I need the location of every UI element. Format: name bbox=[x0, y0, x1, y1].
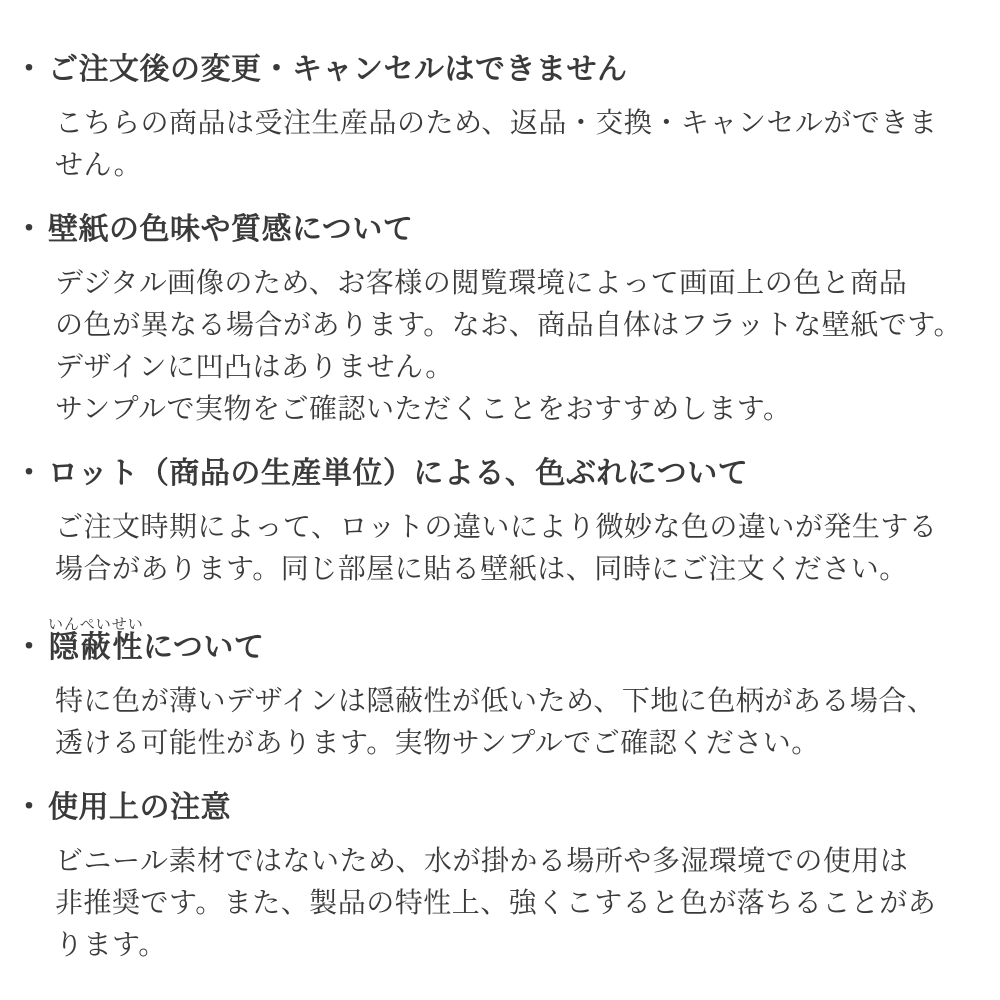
section-body bbox=[55, 506, 982, 590]
body-line: こちらの商品は受注生産品のため、返品・交換・キャンセルができま bbox=[55, 107, 938, 138]
section-body bbox=[55, 262, 982, 430]
section-heading bbox=[48, 52, 628, 88]
body-line: 場合があります。同じ部屋に貼る壁紙は、同時にご注文ください。 bbox=[55, 553, 908, 584]
body-line: デザインに凹凸はありません。 bbox=[55, 351, 454, 382]
section-heading-row bbox=[14, 790, 982, 826]
body-line: 非推奨です。また、製品の特性上、強くこすると色が落ちることがあ bbox=[55, 887, 937, 918]
note-section bbox=[14, 212, 982, 430]
note-section bbox=[14, 616, 982, 764]
heading-ruby bbox=[48, 616, 144, 664]
bullet-marker: ・ bbox=[14, 213, 44, 246]
section-heading bbox=[48, 616, 264, 666]
section-heading bbox=[48, 212, 413, 248]
body-line: ります。 bbox=[55, 929, 167, 960]
bullet-marker: ・ bbox=[14, 457, 44, 490]
section-heading-row bbox=[14, 212, 982, 248]
heading-ruby-base: 隠蔽性 bbox=[48, 631, 144, 664]
section-body bbox=[55, 840, 982, 966]
section-heading bbox=[48, 790, 231, 826]
section-heading bbox=[48, 456, 748, 492]
body-line: デジタル画像のため、お客様の閲覧環境によって画面上の色と商品 bbox=[55, 267, 908, 298]
body-line: の色が異なる場合があります。なお、商品自体はフラットな壁紙です。 bbox=[55, 309, 962, 340]
body-line: ビニール素材ではないため、水が掛かる場所や多湿環境での使用は bbox=[55, 845, 909, 876]
heading-text: 壁紙の色味や質感について bbox=[48, 213, 414, 246]
section-body bbox=[55, 680, 982, 764]
body-line: サンプルで実物をご確認いただくことをおすすめします。 bbox=[55, 393, 792, 424]
section-body bbox=[55, 102, 982, 186]
body-line: せん。 bbox=[55, 149, 143, 180]
bullet-marker: ・ bbox=[14, 791, 44, 824]
heading-furigana: いんぺいせい bbox=[48, 616, 144, 633]
bullet-marker: ・ bbox=[14, 631, 44, 664]
heading-text: について bbox=[143, 631, 265, 664]
heading-text: 使用上の注意 bbox=[48, 791, 231, 824]
note-section bbox=[14, 456, 982, 590]
body-line: 特に色が薄いデザインは隠蔽性が低いため、下地に色柄がある場合、 bbox=[55, 685, 936, 716]
section-heading-row bbox=[14, 456, 982, 492]
heading-text: ロット（商品の生産単位）による、色ぶれについて bbox=[48, 457, 749, 490]
bullet-marker: ・ bbox=[14, 53, 44, 86]
note-section bbox=[14, 790, 982, 966]
note-section bbox=[14, 52, 982, 186]
body-line: 透ける可能性があります。実物サンプルでご確認ください。 bbox=[55, 727, 820, 758]
body-line: ご注文時期によって、ロットの違いにより微妙な色の違いが発生する bbox=[55, 511, 938, 542]
heading-text: ご注文後の変更・キャンセルはできません bbox=[48, 53, 628, 86]
section-heading-row bbox=[14, 616, 982, 666]
section-heading-row bbox=[14, 52, 982, 88]
